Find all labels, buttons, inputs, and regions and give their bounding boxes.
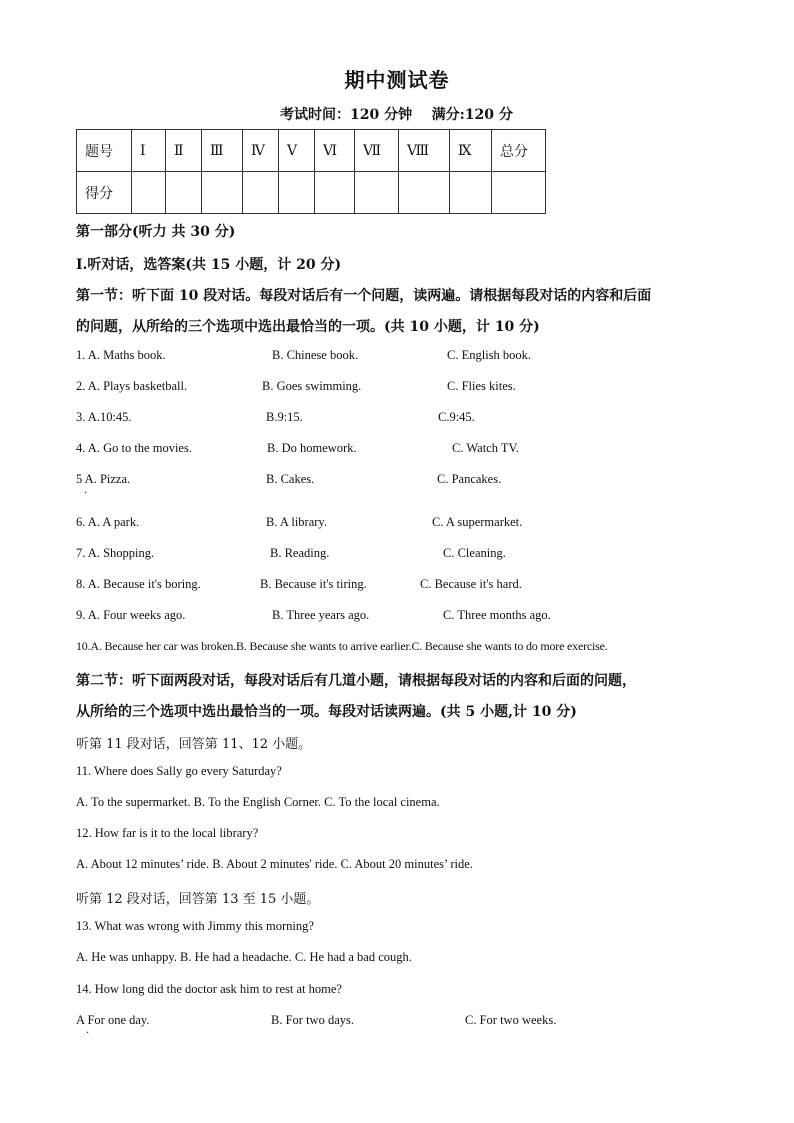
header-cell: Ⅲ [202, 130, 243, 172]
score-table [76, 129, 546, 214]
q11-question: 11. Where does Sally go every Saturday? [76, 764, 282, 778]
section1-part2-instructions-line2: 从所给的三个选项中选出最恰当的一项。每段对话读两遍。(共 5 小题,计 10 分) [76, 704, 577, 720]
score-cell[interactable] [279, 172, 315, 214]
score-table-header-row [77, 130, 546, 172]
row-label-cell: 得分 [77, 172, 132, 214]
q3-option-a: 3. A.10:45. [76, 410, 132, 424]
section1-part1-instructions-line1: 第一节：听下面 10 段对话。每段对话后有一个问题，读两遍。请根据每段对话的内容和后面 [76, 288, 652, 304]
score-cell[interactable] [450, 172, 492, 214]
q8-option-c: C. Because it's hard. [420, 577, 522, 591]
section1-part2-instructions-line1: 第二节：听下面两段对话，每段对话后有几道小题，请根据每段对话的内容和后面的问题， [76, 673, 636, 689]
score-table-score-row [77, 172, 546, 214]
q2-option-a: 2. A. Plays basketball. [76, 379, 188, 393]
q4-option-c: C. Watch TV. [452, 441, 520, 455]
q2-option-c: C. Flies kites. [447, 379, 516, 393]
q5-option-a: 5 A. Pizza. [76, 472, 131, 486]
stray-mark: · [84, 488, 88, 499]
q14-question: 14. How long did the doctor ask him to rest at home? [76, 982, 342, 996]
score-cell[interactable] [399, 172, 450, 214]
stray-mark: · [86, 1028, 90, 1039]
header-cell: Ⅴ [279, 130, 315, 172]
q3-option-c: C.9:45. [438, 410, 475, 424]
q4-option-a: 4. A. Go to the movies. [76, 441, 192, 455]
q7-option-c: C. Cleaning. [443, 546, 506, 560]
score-cell[interactable] [243, 172, 279, 214]
q13-options: A. He was unhappy. B. He had a headache. C. He had a bad cough. [76, 950, 412, 964]
score-cell[interactable] [202, 172, 243, 214]
q5-option-c: C. Pancakes. [437, 472, 502, 486]
q5-option-b: B. Cakes. [266, 472, 315, 486]
header-cell: Ⅷ [399, 130, 450, 172]
page-title: 期中测试卷 [344, 68, 450, 92]
dialog12-intro: 听第 12 段对话，回答第 13 至 15 小题。 [76, 892, 320, 907]
q10-options: 10.A. Because her car was broken.B. Because she wants to arrive earlier.C. Because she wants to do more exercise. [76, 639, 608, 653]
q14-option-a: A For one day. [76, 1013, 150, 1027]
header-cell: Ⅸ [450, 130, 492, 172]
q13-question: 13. What was wrong with Jimmy this morning? [76, 919, 314, 933]
q9-option-b: B. Three years ago. [272, 608, 370, 622]
header-cell: 总分 [492, 130, 546, 172]
q8-option-b: B. Because it's tiring. [260, 577, 367, 591]
q7-option-a: 7. A. Shopping. [76, 546, 155, 560]
q14-option-c: C. For two weeks. [465, 1013, 557, 1027]
score-cell[interactable] [132, 172, 166, 214]
q12-question: 12. How far is it to the local library? [76, 826, 259, 840]
q9-option-c: C. Three months ago. [443, 608, 551, 622]
score-cell[interactable] [492, 172, 546, 214]
q14-option-b: B. For two days. [271, 1013, 354, 1027]
header-cell: Ⅱ [166, 130, 202, 172]
section1-part1-instructions-line2: 的问题，从所给的三个选项中选出最恰当的一项。(共 10 小题，计 10 分) [76, 319, 540, 335]
q3-option-b: B.9:15. [266, 410, 303, 424]
dialog11-intro: 听第 11 段对话，回答第 11、12 小题。 [76, 737, 312, 752]
q9-option-a: 9. A. Four weeks ago. [76, 608, 186, 622]
q12-options: A. About 12 minutes’ ride. B. About 2 minutes' ride. C. About 20 minutes’ ride. [76, 857, 473, 871]
score-cell[interactable] [355, 172, 399, 214]
q1-option-a: 1. A. Maths book. [76, 348, 166, 362]
q11-options: A. To the supermarket. B. To the English Corner. C. To the local cinema. [76, 795, 440, 809]
score-cell[interactable] [315, 172, 355, 214]
q7-option-b: B. Reading. [270, 546, 330, 560]
score-cell[interactable] [166, 172, 202, 214]
q1-option-b: B. Chinese book. [272, 348, 359, 362]
header-cell: Ⅳ [243, 130, 279, 172]
header-cell: 题号 [77, 130, 132, 172]
header-cell: Ⅵ [315, 130, 355, 172]
header-cell: Ⅰ [132, 130, 166, 172]
q6-option-b: B. A library. [266, 515, 327, 529]
header-cell: Ⅶ [355, 130, 399, 172]
q1-option-c: C. English book. [447, 348, 532, 362]
q6-option-c: C. A supermarket. [432, 515, 523, 529]
q6-option-a: 6. A. A park. [76, 515, 140, 529]
q4-option-b: B. Do homework. [267, 441, 357, 455]
q2-option-b: B. Goes swimming. [262, 379, 362, 393]
section1-heading: Ⅰ.听对话，选答案(共 15 小题，计 20 分) [76, 257, 342, 273]
part1-heading: 第一部分(听力 共 30 分) [76, 224, 236, 240]
q8-option-a: 8. A. Because it's boring. [76, 577, 201, 591]
exam-info: 考试时间：120 分钟 满分:120 分 [280, 107, 513, 123]
